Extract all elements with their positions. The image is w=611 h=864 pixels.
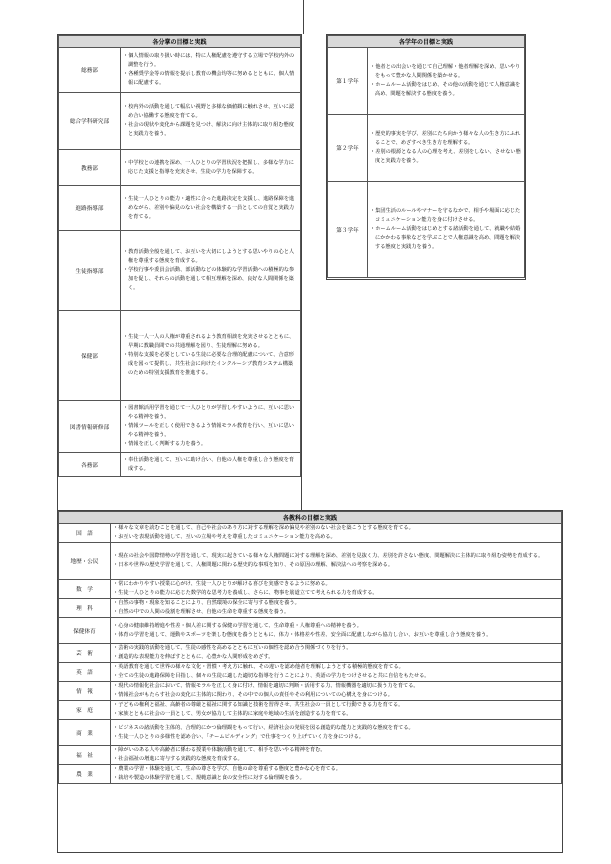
row-content <box>111 524 562 543</box>
row-content <box>121 186 301 231</box>
list-item: ・ 生徒一人ひとりの能力・適性に合った進路決定を支援し、進路保障を進めながら、差別や偏見のない社会を構築する一員としての自覚と実践力を育てる。 <box>123 195 298 222</box>
list-item: ・ ビジネスの諸活動を主体的、合理的にかつ倫理観をもって行い、経済社会の発展を図る創造的な能力と実践的な態度を育てる。 <box>113 724 559 733</box>
list-item: ・ 中学校との連携を深め、一人ひとりの学習状況を把握し、多様な学力に応じた支援と指導を充実させ、生徒の学力を保障する。 <box>123 159 298 177</box>
list-item: ・ 栽培や製造の体験学習を通して、規範意識と食の安全性に対する倫理観を養う。 <box>113 774 559 783</box>
table-row <box>59 524 562 543</box>
list-item: ・ 特別な支援を必要としている生徒に必要な合理的配慮について、合意形成を図って提供し、共生社会に向けたインクルーシブ教育システム構築のための特別支援教育を推進する。 <box>123 351 298 378</box>
row-content <box>111 720 562 746</box>
list-item: ・ 全ての生徒の進路保障を目指し、個々の生徒に適した適切な指導を行うことにより、英語の学力をつけさせると共に自信をもたせる。 <box>113 672 559 681</box>
list-item: ・ 生徒一人一人の人権が尊重されるよう教育相談を充実させるとともに、早期に教職員間での共通理解を図り、生徒理解に努める。 <box>123 333 298 351</box>
list-item: ・ 障がいのある人や高齢者に係わる授業や体験活動を通して、相手を思いやる精神を育む。 <box>113 746 559 755</box>
list-item: ・ 現代の情報化社会において、情報モラルを正しく身に付け、情報を適切に判断・活用する力、情報機器を適切に扱う力を育てる。 <box>113 682 559 691</box>
row-label: 教務部 <box>59 150 121 186</box>
row-label: 理 科 <box>59 599 111 618</box>
list-item: ・ 社会の現状や変化から課題を見つけ、解決に向け主体的に取り組む態度と実践力を養う。 <box>123 121 298 139</box>
list-item: ・ 差別の根源となる人の心理を考え、差別をしない、させない態度と実践力を養う。 <box>370 148 522 166</box>
table-row <box>59 401 301 453</box>
table-row <box>59 543 562 580</box>
row-label: 農 業 <box>59 765 111 784</box>
row-label: 保健部 <box>59 311 121 401</box>
list-item: ・ 日本や世界の歴史学習を通して、人権問題に関わる歴史的な事項を知り、その原因の理解、解決法への考察を深める。 <box>113 561 559 570</box>
row-content <box>111 599 562 618</box>
list-item: ・ 様々な文章を読むことを通して、自己や社会のあり方に対する理解を深め偏見や差別のない社会を築こうとする態度を育てる。 <box>113 524 559 533</box>
list-item: ・ 図書館活用学習を通じて一人ひとりが学習しやすいように、互いに思いやる精神を養う。 <box>123 404 298 422</box>
table-row <box>59 701 562 720</box>
row-content <box>121 311 301 401</box>
row-content <box>121 93 301 150</box>
list-item: ・ ホームルーム活動をはじめ、その他の活動を通じて人権意識を高め、問題を解決する態度を養う。 <box>370 81 522 99</box>
list-item: ・ 個人情報の取り扱い時には、特に人権配慮を遵守する立場で学校内外の調整を行う。 <box>123 52 298 70</box>
list-item: ・ 各種奨学金等の情報を提示し教育の機会均等に努めるとともに、個人情報に配慮する。 <box>123 70 298 88</box>
row-label: 図書情報研修部 <box>59 401 121 453</box>
table-row <box>59 682 562 701</box>
table-row <box>59 186 301 231</box>
subjects-table-title: 各教科の目標と実践 <box>59 512 562 524</box>
row-content <box>111 543 562 580</box>
list-item: ・ 家族とともに社会の一員として、男女が協力して主体的に家庭や地域の生活を創造する力を育てる。 <box>113 710 559 719</box>
row-content <box>111 663 562 682</box>
departments-panel <box>57 34 302 512</box>
table-row <box>59 746 562 765</box>
row-label: 第３学年 <box>328 182 368 278</box>
row-content <box>368 48 525 115</box>
grades-table <box>327 35 525 278</box>
row-content <box>121 48 301 93</box>
list-item: ・ 歴史的事実を学び、差別にたち向かう様々な人の生き方にふれることで、めざすべき生き方を理解する。 <box>370 130 522 148</box>
departments-table <box>58 35 301 477</box>
list-item: ・ 奉仕活動を通して、互いに助け合い、自他の人権を尊重し合う態度を育成する。 <box>123 456 298 474</box>
list-item: ・ 農業の学習・体験を通して、生命の尊さを学び、自他の命を尊重する態度と豊かな心を育てる。 <box>113 765 559 774</box>
list-item: ・ 生徒一人ひとりの能力に応じた数学的な思考力を養成し、さらに、物事を筋道立てて考えられる力を育成する。 <box>113 589 559 598</box>
list-item: ・ 生徒一人ひとりの多様性を認め合い、「チームビルディング」で仕事をつくり上げていく力を身につける。 <box>113 733 559 742</box>
row-content <box>121 401 301 453</box>
table-row <box>328 115 525 182</box>
list-item: ・ 他者との出会いを通じて自己理解・他者理解を深め、思いやりをもって豊かな人間関係を築かせる。 <box>370 63 522 81</box>
list-item: ・ 自然の事物・現象を知ることにより、自然環境の保全に寄与する態度を養う。 <box>113 599 559 608</box>
row-label: 地歴・公民 <box>59 543 111 580</box>
row-content <box>111 644 562 663</box>
table-row <box>59 644 562 663</box>
list-item: ・ 情報を正しく判断する力を養う。 <box>123 440 298 449</box>
list-item: ・ 常にわかりやすい授業に心がけ、生徒一人ひとりが解ける喜びを実感できるように努める。 <box>113 580 559 589</box>
table-row <box>59 599 562 618</box>
table-row <box>59 150 301 186</box>
row-content <box>111 682 562 701</box>
list-item: ・ 集団生活のルールやマナーを守るなかで、相手や場面に応じたコミュニケーション能力を身に付けさせる。 <box>370 207 522 225</box>
row-content <box>111 701 562 720</box>
subjects-panel <box>57 510 563 853</box>
list-item: ・ 体育の学習を通して、運動やスポーツを楽しむ態度を養うとともに、体力・体格差や性差、安全面に配慮しながら協力し合い、お互いを尊重し合う態度を養う。 <box>113 631 559 640</box>
table-row <box>59 311 301 401</box>
list-item: ・ 現在の社会や国際情勢の学習を通して、現実に起きている様々な人権問題に対する理解を深め、差別を見抜く力、差別を許さない態度、問題解決に主体的に取り組む姿勢を育成する。 <box>113 552 559 561</box>
row-label: 第１学年 <box>328 48 368 115</box>
row-content <box>111 580 562 599</box>
grades-table-title: 各学年の目標と実践 <box>328 36 525 48</box>
row-content <box>368 182 525 278</box>
list-item: ・ 学校行事や委員会活動、部活動などの体験的な学習活動への積極的な参加を促し、それらの活動を通して相互理解を深め、良好な人間関係を築く。 <box>123 266 298 293</box>
row-content <box>111 765 562 784</box>
grades-panel <box>326 34 526 280</box>
departments-table-title: 各分掌の目標と実践 <box>59 36 301 48</box>
list-item: ・ 情報社会がもたらす社会の変化に主体的に関わり、その中での個人の責任やその利用についての心構えを身につける。 <box>113 691 559 700</box>
table-row <box>59 618 562 644</box>
row-label: 芸 術 <box>59 644 111 663</box>
row-label: 商 業 <box>59 720 111 746</box>
table-row <box>59 765 562 784</box>
row-label: 総務部 <box>59 48 121 93</box>
table-row <box>59 231 301 311</box>
row-content <box>111 618 562 644</box>
list-item: ・ 自然の中での人間の役割を理解させ、自他の生命を尊重する態度を養う。 <box>113 608 559 617</box>
row-label: 進路指導部 <box>59 186 121 231</box>
row-label: 保健体育 <box>59 618 111 644</box>
table-row <box>59 663 562 682</box>
row-label: 国 語 <box>59 524 111 543</box>
row-content <box>111 746 562 765</box>
row-label: 情 報 <box>59 682 111 701</box>
row-label: 各務部 <box>59 453 121 477</box>
connector-line <box>303 0 304 34</box>
list-item: ・ 社会福祉の増進に寄与する実践的な態度を育成する。 <box>113 755 559 764</box>
row-content <box>121 231 301 311</box>
row-label: 福 祉 <box>59 746 111 765</box>
list-item: ・ 英語教育を通して世界の様々な文化・習慣・考え方に触れ、その違いを認め他者を理解しようとする積極的態度を育てる。 <box>113 663 559 672</box>
list-item: ・ お互いを表現活動を通して、互いの立場や考えを尊重したコミュニケーション能力を高める。 <box>113 533 559 542</box>
list-item: ・ 心身の健康維持増進や性差・個人差に関する保健の学習を通して、生命尊重・人権尊重への精神を養う。 <box>113 622 559 631</box>
list-item: ・ 創造的な表現能力を伸ばすとともに、心豊かな人間形成をめざす。 <box>113 653 559 662</box>
list-item: ・ 情報ツールを正しく使用できるよう情報モラル教育を行い、互いに思いやる精神を養う。 <box>123 422 298 440</box>
row-content <box>121 453 301 477</box>
list-item: ・ ホームルーム活動をはじめとする諸活動を通して、就職や結婚にかかわる事象などを学ぶことで人権意識を高め、問題を解決する態度と実践力を養う。 <box>370 225 522 252</box>
row-content <box>368 115 525 182</box>
row-label: 数 学 <box>59 580 111 599</box>
table-row <box>59 720 562 746</box>
row-label: 総合学科研究部 <box>59 93 121 150</box>
row-label: 家 庭 <box>59 701 111 720</box>
row-label: 生徒指導部 <box>59 231 121 311</box>
table-row <box>328 182 525 278</box>
subjects-table <box>58 511 562 784</box>
list-item: ・ 子どもの権利と福祉、高齢者の尊厳と福祉に関する知識と技術を習得させ、共生社会の一員として行動できる力を育てる。 <box>113 701 559 710</box>
table-row <box>59 93 301 150</box>
table-row <box>59 580 562 599</box>
list-item: ・ 芸術の実践的活動を通して、生徒の感性を高めるとともに互いの個性を認め合う関係づくりを行う。 <box>113 644 559 653</box>
row-label: 英 語 <box>59 663 111 682</box>
table-row <box>59 453 301 477</box>
row-label: 第２学年 <box>328 115 368 182</box>
table-row <box>59 48 301 93</box>
list-item: ・ 教育活動全般を通して、お互いを大切にしようとする思いやりの心と人権を尊重する態度を育成する。 <box>123 248 298 266</box>
row-content <box>121 150 301 186</box>
table-row <box>328 48 525 115</box>
list-item: ・ 校内外の活動を通して幅広い視野と多様な価値観に触れさせ、互いに認め合い協働する態度を育てる。 <box>123 103 298 121</box>
